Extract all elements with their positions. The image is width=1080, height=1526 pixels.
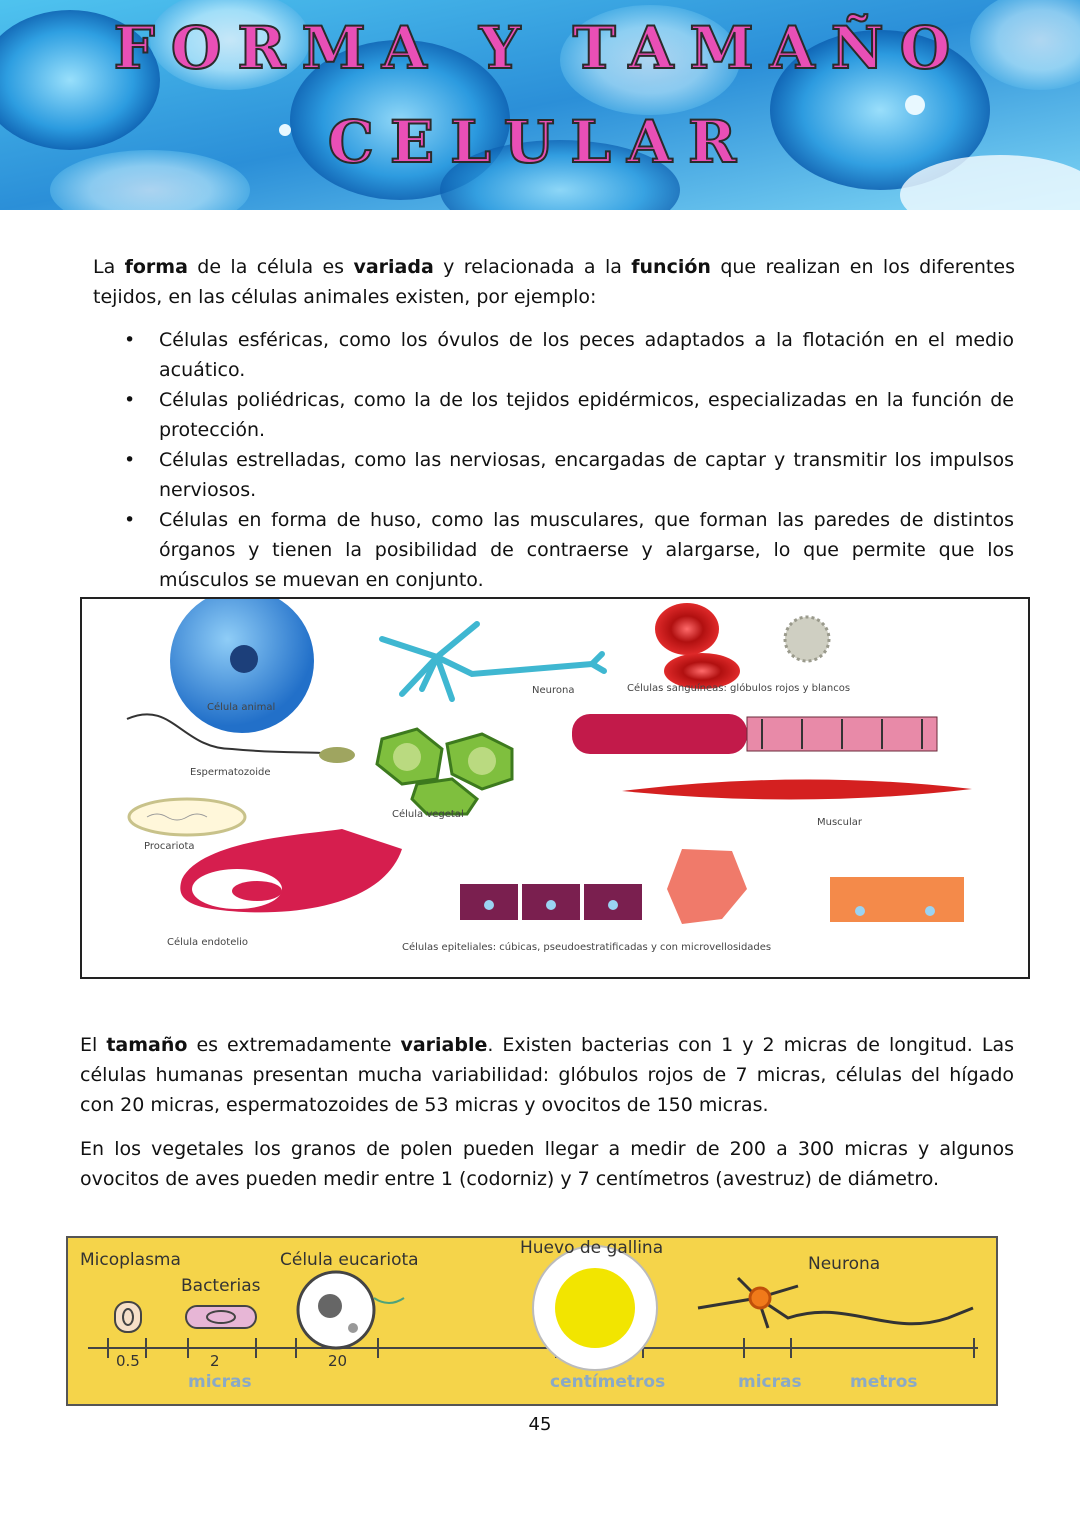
tick-label-20: 20 bbox=[328, 1352, 348, 1370]
unit-centimetros: centímetros bbox=[550, 1372, 666, 1392]
size-text: es extremadamente bbox=[187, 1034, 401, 1056]
size-paragraph bbox=[80, 1030, 1014, 1120]
label-mycoplasma: Micoplasma bbox=[80, 1250, 181, 1270]
intro-text: que realizan en los diferentes tejidos, en las células animales existen, por ejemplo: bbox=[93, 256, 1015, 308]
label-chicken-egg: Huevo de gallina bbox=[520, 1238, 664, 1258]
size-text: . Existen bacterias con 1 y 2 micras de longitud. Las células humanas presentan mucha variabilidad: glóbulos rojos de 7 micras, células del hígado con 20 micras, espermatozoides de 53 micras y ovocitos de 150 micras. bbox=[80, 1034, 1014, 1116]
size-scale-figure bbox=[66, 1236, 998, 1406]
tick-label-0-5: 0.5 bbox=[116, 1352, 140, 1370]
size-text: El bbox=[80, 1034, 107, 1056]
intro-text: de la célula es bbox=[187, 256, 354, 278]
list-item: • Células estrelladas, como las nerviosas, encargadas de captar y transmitir los impulsos nerviosos. bbox=[122, 445, 1014, 505]
list-item: • Células poliédricas, como la de los tejidos epidérmicos, especializadas en la función de protección. bbox=[122, 385, 1014, 445]
label-animal-cell: Célula animal bbox=[207, 702, 276, 713]
epithelial-cubic-cells bbox=[460, 884, 642, 920]
header-banner bbox=[0, 0, 1080, 210]
neuron-icon bbox=[698, 1278, 973, 1328]
plant-cells bbox=[377, 729, 512, 814]
plant-size-paragraph: En los vegetales los granos de polen pueden llegar a medir de 200 a 300 micras y algunos ovocitos de aves pueden medir entre 1 (codorniz) y 7 centímetros (avestruz) de diámetro. bbox=[80, 1138, 1014, 1190]
label-epithelial: Células epiteliales: cúbicas, pseudoestratificadas y con microvellosidades bbox=[402, 942, 772, 953]
epithelial-microvilli-cells bbox=[830, 877, 964, 922]
prokaryote-cell bbox=[129, 799, 245, 835]
chicken-egg-icon bbox=[533, 1246, 657, 1370]
label-prokaryote: Procariota bbox=[144, 841, 195, 852]
intro-bold-forma: forma bbox=[124, 256, 188, 278]
label-muscle: Muscular bbox=[817, 817, 863, 828]
label-sperm: Espermatozoide bbox=[190, 767, 271, 778]
epithelial-pseudostratified-cells bbox=[667, 849, 747, 924]
list-item: • Células en forma de huso, como las musculares, que forman las paredes de distintos órganos y tienen la posibilidad de contraerse y alargarse, lo que permite que los músculos se muevan en conjunto. bbox=[122, 505, 1014, 595]
label-blood-cells: Células sanguíneas: glóbulos rojos y blancos bbox=[627, 683, 851, 694]
list-item: • Células esféricas, como los óvulos de los peces adaptados a la flotación en el medio acuático. bbox=[122, 325, 1014, 385]
label-neuron: Neurona bbox=[532, 685, 575, 696]
intro-bold-variada: variada bbox=[353, 256, 434, 278]
tick-label-2: 2 bbox=[210, 1352, 220, 1370]
muscle-cells bbox=[572, 714, 972, 800]
size-bold-variable: variable bbox=[400, 1034, 488, 1056]
cell-types-figure bbox=[80, 597, 1030, 979]
red-blood-cells bbox=[655, 603, 829, 689]
eukaryotic-cell-icon bbox=[298, 1272, 404, 1348]
mycoplasma-icon bbox=[115, 1302, 141, 1332]
page-title-line1: FORMA Y TAMAÑO bbox=[113, 14, 967, 82]
unit-micras-2: micras bbox=[738, 1372, 802, 1392]
intro-text: La bbox=[93, 256, 125, 278]
label-endothelium: Célula endotelio bbox=[167, 937, 249, 948]
label-bacteria: Bacterias bbox=[181, 1276, 261, 1296]
intro-text: y relacionada a la bbox=[433, 256, 632, 278]
size-bold-tamano: tamaño bbox=[106, 1034, 188, 1056]
label-plant-cell: Célula vegetal bbox=[392, 809, 464, 820]
unit-metros: metros bbox=[850, 1372, 918, 1392]
label-neuron: Neurona bbox=[808, 1254, 881, 1274]
intro-bold-funcion: función bbox=[631, 256, 711, 278]
cell-types-illustration bbox=[82, 599, 1028, 977]
page-number: 45 bbox=[528, 1414, 552, 1435]
unit-micras: micras bbox=[188, 1372, 252, 1392]
intro-paragraph bbox=[93, 252, 1015, 312]
endothelial-cell bbox=[180, 829, 402, 912]
cell-shape-list bbox=[122, 325, 1014, 595]
label-eukaryotic-cell: Célula eucariota bbox=[280, 1250, 419, 1270]
page-title-line2: CELULAR bbox=[327, 108, 753, 176]
bacteria-icon bbox=[186, 1306, 256, 1328]
